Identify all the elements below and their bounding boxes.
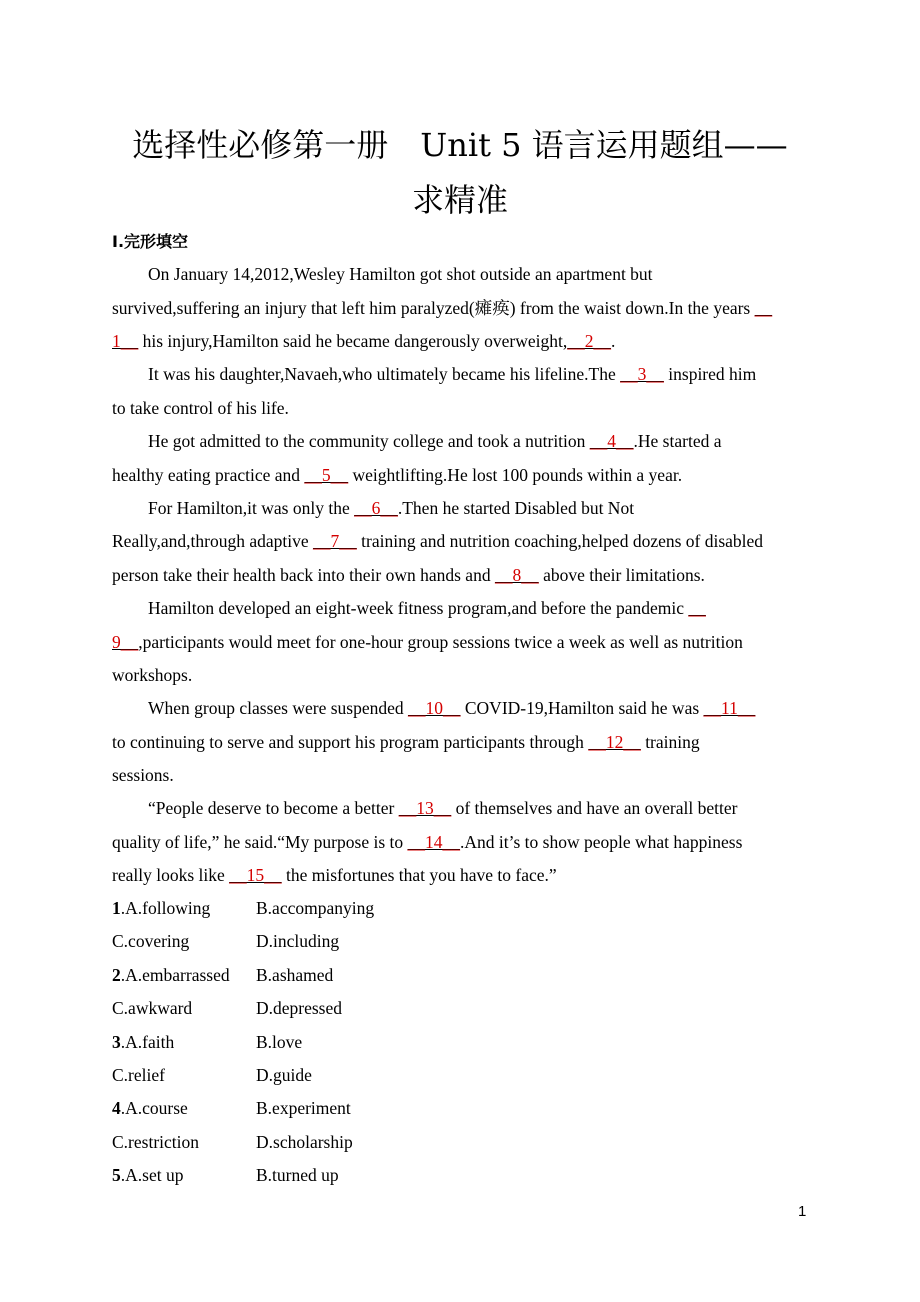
- passage-text: survived,suffering an injury that left him paralyzed(瘫痪) from the waist down.In the years: [112, 298, 755, 318]
- passage-line: [112, 296, 772, 320]
- page-title-continued: 求精准: [411, 181, 508, 219]
- passage-line: [112, 863, 557, 887]
- answer-blank: __3__: [620, 364, 664, 384]
- option-row: [112, 1030, 174, 1054]
- passage-text: For Hamilton,it was only the: [148, 498, 355, 518]
- option-row: [112, 963, 230, 987]
- answer-blank: __14__: [407, 832, 460, 852]
- passage-line: [148, 596, 706, 620]
- passage-line: [148, 796, 737, 820]
- passage-line: [112, 563, 705, 587]
- passage-text: weightlifting.He lost 100 pounds within a year.: [348, 465, 683, 485]
- passage-line: [112, 730, 700, 754]
- passage-line: [148, 362, 756, 386]
- option-left: .A.set up: [120, 1165, 184, 1185]
- question-number: 3: [112, 1032, 121, 1052]
- passage-line: [148, 429, 721, 453]
- answer-blank: __2__: [567, 331, 611, 351]
- section-heading: Ⅰ.完形填空: [112, 232, 189, 251]
- option-right: B.love: [256, 1032, 303, 1052]
- question-number: 2: [112, 965, 121, 985]
- option-left: .A.course: [120, 1098, 188, 1118]
- passage-line: [112, 329, 615, 353]
- option-left: .A.embarrassed: [120, 965, 230, 985]
- option-right: B.ashamed: [256, 965, 334, 985]
- answer-blank: __5__: [304, 465, 349, 485]
- passage-text: the misfortunes that you have to face.”: [281, 865, 557, 885]
- answer-blank: __15__: [229, 865, 282, 885]
- page-number: 1: [798, 1203, 807, 1220]
- passage-line: [112, 396, 289, 420]
- answer-blank: __4__: [589, 431, 634, 451]
- passage-line: [112, 830, 742, 854]
- option-left: .A.faith: [120, 1032, 175, 1052]
- passage-text: ,participants would meet for one-hour group sessions twice a week as well as nutrition: [138, 632, 743, 652]
- passage-text: inspired him: [663, 364, 757, 384]
- option-row: [112, 896, 210, 920]
- passage-text: .: [610, 331, 616, 351]
- question-number: 4: [112, 1098, 121, 1118]
- passage-text: Really,and,through adaptive: [112, 531, 314, 551]
- passage-text: It was his daughter,Navaeh,who ultimately became his lifeline.The: [148, 364, 621, 384]
- option-row: [112, 996, 192, 1020]
- passage-text: to continuing to serve and support his program participants through: [112, 732, 589, 752]
- passage-text: COVID-19,Hamilton said he was: [460, 698, 704, 718]
- option-row: [112, 1130, 199, 1154]
- passage-line: [148, 496, 634, 520]
- option-row: [112, 929, 189, 953]
- option-right: D.guide: [256, 1065, 312, 1085]
- option-row: [112, 1063, 165, 1087]
- passage-line: [112, 529, 763, 553]
- option-right: D.including: [256, 931, 340, 951]
- answer-blank: 9__: [112, 632, 139, 652]
- question-number: 5: [112, 1165, 121, 1185]
- passage-text: .And it’s to show people what happiness: [460, 832, 743, 852]
- passage-line: [148, 696, 755, 720]
- passage-line: [112, 630, 743, 654]
- answer-blank: __7__: [313, 531, 357, 551]
- passage-text: training: [640, 732, 700, 752]
- option-left: C.covering: [112, 931, 190, 951]
- passage-text: quality of life,” he said.“My purpose is to: [112, 832, 408, 852]
- page-title: 选择性必修第一册 Unit 5 语言运用题组——: [132, 126, 788, 164]
- passage-line: [148, 262, 653, 286]
- passage-text: sessions.: [112, 765, 174, 785]
- option-right: D.depressed: [256, 998, 343, 1018]
- answer-blank: __: [688, 598, 706, 618]
- answer-blank: __8__: [494, 565, 539, 585]
- answer-blank: __: [754, 298, 773, 318]
- question-number: 1: [112, 898, 121, 918]
- passage-text: really looks like: [112, 865, 230, 885]
- passage-text: He got admitted to the community college and took a nutrition: [148, 431, 590, 451]
- passage-text: .Then he started Disabled but Not: [397, 498, 635, 518]
- passage-text: healthy eating practice and: [112, 465, 305, 485]
- option-left: C.relief: [112, 1065, 165, 1085]
- passage-line: [112, 463, 682, 487]
- passage-line: [112, 763, 174, 787]
- answer-blank: 1__: [112, 331, 139, 351]
- answer-blank: __10__: [408, 698, 461, 718]
- passage-text: .He started a: [633, 431, 722, 451]
- passage-text: to take control of his life.: [112, 398, 289, 418]
- option-right: B.turned up: [256, 1165, 339, 1185]
- option-row: [112, 1163, 183, 1187]
- passage-text: his injury,Hamilton said he became dangerously overweight,: [138, 331, 568, 351]
- passage-line: [112, 663, 192, 687]
- passage-text: above their limitations.: [538, 565, 705, 585]
- passage-text: On January 14,2012,Wesley Hamilton got shot outside an apartment but: [148, 264, 653, 284]
- passage-text: When group classes were suspended: [148, 698, 408, 718]
- passage-text: Hamilton developed an eight-week fitness program,and before the pandemic: [148, 598, 689, 618]
- option-left: .A.following: [120, 898, 211, 918]
- option-right: D.scholarship: [256, 1132, 353, 1152]
- option-right: B.accompanying: [256, 898, 375, 918]
- passage-text: of themselves and have an overall better: [451, 798, 738, 818]
- passage-text: person take their health back into their own hands and: [112, 565, 495, 585]
- answer-blank: __12__: [588, 732, 641, 752]
- option-right: B.experiment: [256, 1098, 351, 1118]
- passage-text: “People deserve to become a better: [148, 798, 399, 818]
- answer-blank: __11__: [703, 698, 756, 718]
- passage-text: workshops.: [112, 665, 193, 685]
- passage-text: training and nutrition coaching,helped dozens of disabled: [356, 531, 764, 551]
- option-left: C.awkward: [112, 998, 193, 1018]
- option-row: [112, 1096, 188, 1120]
- option-left: C.restriction: [112, 1132, 199, 1152]
- answer-blank: __13__: [398, 798, 452, 818]
- answer-blank: __6__: [354, 498, 398, 518]
